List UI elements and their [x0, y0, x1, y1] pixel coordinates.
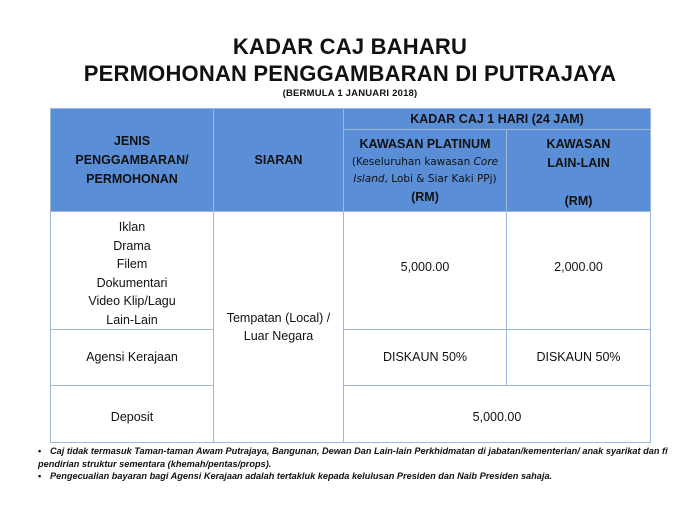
header-siaran: SIARAN	[214, 109, 344, 212]
footnote-1-text: Caj tidak termasuk Taman-taman Awam Putrajaya, Bangunan, Dewan Dan Lain-lain Perkhidmatan di jabatan/kementerian/ anak syarikat dan fi pendirian struktur sementara (khemah/pentas/props).	[38, 446, 668, 469]
header-platinum-title: KAWASAN PLATINUM	[359, 137, 491, 151]
siaran-line2: Luar Negara	[243, 329, 314, 343]
siaran-line1: Tempatan (Local) /	[226, 310, 331, 325]
row1-platinum-value: 5,000.00	[344, 212, 507, 330]
type-item: Filem	[116, 257, 148, 271]
row1-types	[51, 212, 214, 330]
header-lain-line2: LAIN-LAIN	[547, 156, 610, 170]
footnote-1	[38, 445, 668, 470]
footnotes	[38, 445, 668, 483]
platinum-desc-italic: Core Island	[353, 156, 499, 185]
platinum-desc-pre: (Keseluruhan kawasan	[351, 156, 474, 168]
header-jenis	[51, 109, 214, 212]
footnote-2	[38, 470, 668, 483]
siaran-cell	[214, 212, 344, 443]
header-kadar: KADAR CAJ 1 HARI (24 JAM)	[344, 109, 651, 130]
row2-platinum-value: DISKAUN 50%	[344, 330, 507, 386]
title-line-2: PERMOHONAN PENGGAMBARAN DI PUTRAJAYA	[83, 61, 617, 86]
row1-lain-value: 2,000.00	[507, 212, 651, 330]
header-lain-unit: (RM)	[564, 194, 593, 208]
header-jenis-line3: PERMOHONAN	[86, 171, 178, 186]
header-platinum-desc	[344, 154, 506, 188]
bullet-icon: •	[38, 446, 42, 456]
platinum-desc-post: , Lobi & Siar Kaki PPj)	[384, 173, 497, 185]
type-item: Iklan	[118, 220, 146, 234]
row3-deposit-amount: 5,000.00	[344, 386, 651, 443]
header-lain-line1: KAWASAN	[546, 137, 611, 151]
header-platinum-unit: (RM)	[411, 190, 439, 204]
row2-type: Agensi Kerajaan	[51, 330, 214, 386]
title-line-1: KADAR CAJ BAHARU	[232, 34, 468, 59]
header-jenis-line2: PENGGAMBARAN/	[75, 152, 189, 167]
header-lain	[507, 130, 651, 212]
type-item: Video Klip/Lagu	[88, 294, 176, 308]
header-platinum	[344, 130, 507, 212]
row3-type: Deposit	[51, 386, 214, 443]
bullet-icon: •	[38, 471, 42, 481]
type-item: Dokumentari	[96, 275, 168, 290]
subtitle: (BERMULA 1 JANUARI 2018)	[282, 88, 418, 99]
type-item: Drama	[113, 238, 151, 253]
rates-table	[50, 108, 651, 443]
footnote-2-text: Pengecualian bayaran bagi Agensi Kerajaan adalah tertakluk kepada kelulusan Presiden dan Naib Presiden sahaja.	[50, 471, 553, 481]
type-item: Lain-Lain	[106, 312, 158, 327]
header-jenis-line1: JENIS	[113, 133, 151, 148]
row2-lain-value: DISKAUN 50%	[507, 330, 651, 386]
